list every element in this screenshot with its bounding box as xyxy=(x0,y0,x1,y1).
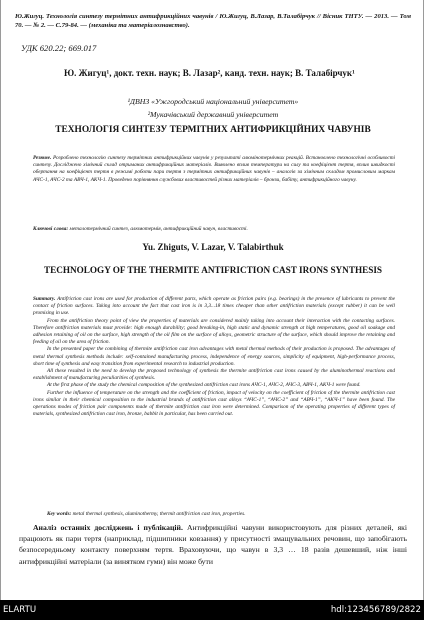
abstract-english-paragraph: In the presented paper the combining of thermite antifriction cast iron advantages with metal thermal methods of their production is proposed. The advantages of metal thermal synthesis methods include: self-contained manufacturing process, independence of energy sources, simplicity of equipment, high-performance process, short time of synthesis and easy transition from experimental research to industrial production. xyxy=(33,346,395,367)
abstract-english-paragraph: At the first phase of the study the chemical composition of the synthesized antifriction cast irons АЧС-1, АЧС-2, АЧС-3, АВЧ-1, АКЧ-1 were found. xyxy=(47,382,361,389)
abstract-english-paragraph xyxy=(33,296,395,318)
udk-code: УДК 620.22; 669.017 xyxy=(21,43,97,53)
abstract-english-paragraph: All these resulted in the need to develop the proposed technology of synthesis the thermite antifriction cast irons caused by the aluminothermal reactions and establishment of manufacturing peculiarities of synthesis. xyxy=(33,368,395,382)
body-paragraph-text: Антифрикційні чавуни використовують для різних деталей, які працюють як пари тертя (наприклад, підшипники ковзання) у присутності змащувальних речовин, що запобігають безпосередньому контакту поверхням тертя. Враховуючи, що чавун в 3,3 … 18 разів дешевший, ніж інші антифрикційні матеріали (за винятком гуми) він може бути xyxy=(19,523,407,566)
authors-ukrainian: Ю. Жигуц¹, докт. техн. наук; В. Лазар², канд. техн. наук; В. Талабірчук¹ xyxy=(64,68,355,78)
abstract-english-text: Antifriction cast irons are used for production of different parts, which operate as friction pairs (e.g. bearings) in the presence of lubricants to prevent the contact of friction surfaces. Taking into account the fact that cast iron is in 3,3...18 times cheaper than other antifriction materials (except rubber) it can be well promising in use. xyxy=(33,296,396,317)
keywords-english-text: metal thermal synthesis, aluminothermy, thermit antifriction cast iron, properties. xyxy=(72,511,246,517)
keywords-english xyxy=(33,511,395,518)
abstract-english xyxy=(33,296,395,418)
abstract-english-paragraph: Further the influence of temperature on the strength and the coefficient of friction, impact of velocity on the coefficient of friction of the thermite antifriction cast irons similar in their chemical composition to the industrial brands of antifriction cast alloys “АЧС-1”, “АЧС-2” and “АВЧ-1”, “АКЧ-1” have been found. The operations modes of friction pair components made of thermite antifriction cast iron were determined. Comparison of the operating properties of different types of materials, synthesized antifriction cast iron, bronze, babbit in particular, has been carried out. xyxy=(33,389,395,418)
section-heading: Аналіз останніх досліджень і публікацій. xyxy=(33,523,183,532)
title-ukrainian: ТЕХНОЛОГІЯ СИНТЕЗУ ТЕРМІТНИХ АНТИФРИКЦІЙНИХ ЧАВУНІВ xyxy=(55,125,371,135)
abstract-ukrainian-label: Резюме. xyxy=(33,155,52,161)
keywords-english-label: Key words: xyxy=(47,511,72,517)
body-paragraph xyxy=(19,522,407,567)
title-english: TECHNOLOGY OF THE THERMITE ANTIFRICTION CAST IRONS SYNTHESIS xyxy=(43,265,383,275)
abstract-english-paragraph: From the antifriction theory point of view the properties of materials are considered mainly taking into account their interaction with the contacting surfaces. Therefore antifriction materials must provide: high enough durability; good breaking-in, high static and dynamic strength at high temperatures, good oil soakage and adhesion retaining of oil on the surface, high strength of the oil film on the surface of alloys, geometric structure of the surface, which should improve the retaining and feeding of oil on the area of friction. xyxy=(33,317,395,346)
authors-english: Yu. Zhiguts, V. Lazar, V. Talabirthuk xyxy=(142,242,284,252)
footer-bar xyxy=(0,600,424,620)
keywords-ukrainian-label: Ключові слова: xyxy=(33,226,69,232)
repository-name: ELARTU xyxy=(3,605,37,615)
abstract-ukrainian xyxy=(33,155,395,184)
citation-header: Ю.Жигуц. Технологія синтезу термітних антифрикційних чавунів / Ю.Жигуц, В.Лазар, В.Талабірчук // Вісник ТНТУ. — 2013. — Том 70. — № 2. — С.79-84. — (механіка та матеріалознавство). xyxy=(15,13,411,29)
handle-identifier: hdl:123456789/2822 xyxy=(330,605,421,615)
affiliation-1: ¹ДВНЗ «Ужгородський національний університет» xyxy=(127,97,299,106)
affiliation-2: ²Мукачівський державний університет xyxy=(147,110,279,119)
keywords-ukrainian-text: металотермічний синтез, алюмотермія, антифрикційний чавун, властивості. xyxy=(69,226,248,232)
abstract-ukrainian-text: Розроблено технологію синтезу термітних антифрикційних чавунів у результаті алюмінотермічних реакцій. Встановлено технологічні особливості синтезу. Досліджено хімічний склад отриманих антифрикційних матеріалів. Виявлено вплив температури на силу та коефіцієнт тертя, вплив швидкості обертання на коефіцієнт тертя в режимі роботи пари тертя з термітних антифрикційних чавунів – аналогів за хімічним складом промисловим маркам АЧС-1, АЧС-2 та АВЧ-1, АКЧ-1. Проведено порівняння службових властивостей різних матеріалів – бронзи, бабіту, антифрикційного чавуну. xyxy=(33,155,395,183)
abstract-english-label: Summary. xyxy=(33,296,56,302)
keywords-ukrainian xyxy=(33,226,395,233)
